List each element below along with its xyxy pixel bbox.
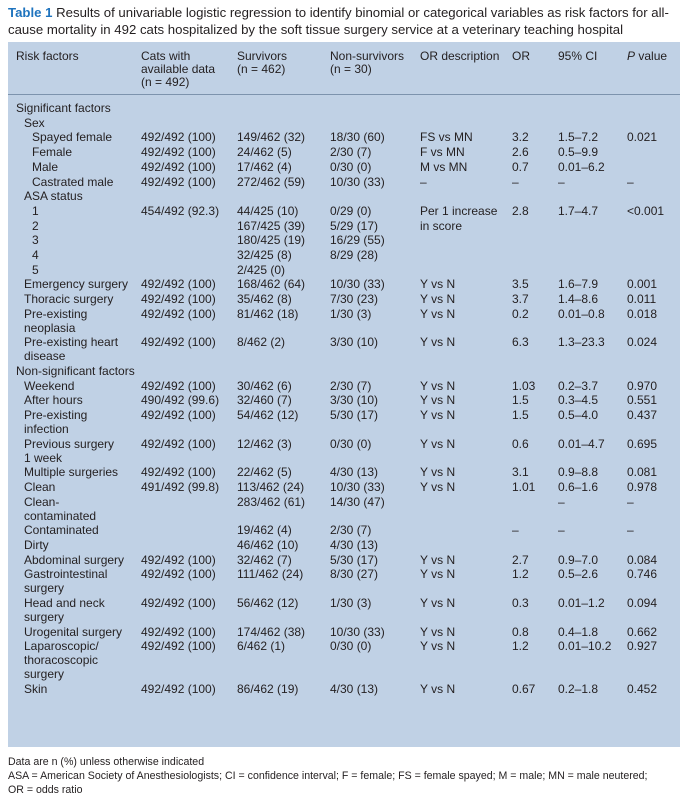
cell-or-description: M vs MN [420, 159, 468, 174]
table-label: Table 1 [8, 5, 53, 20]
cell-cats-available: 492/492 (100) [141, 624, 216, 639]
cell-p-value: – [627, 174, 634, 189]
cell-survivors: 174/462 (38) [237, 624, 306, 639]
table-row [8, 308, 680, 336]
cell-or-description: Y vs N [420, 465, 456, 480]
cell-survivors: 44/425 (10) [237, 203, 299, 218]
cell-p-value: – [627, 523, 634, 538]
cell-or-description: Y vs N [420, 480, 456, 494]
cell-non-survivors: 18/30 (60) [330, 130, 385, 145]
cell-survivors: 17/462 (4) [237, 159, 292, 174]
cell-or-description: Y vs N [420, 393, 456, 408]
cell-ci: 1.7–4.7 [558, 203, 599, 218]
cell-ci: 0.01–1.2 [558, 596, 605, 610]
cell-risk-factor: Pre-existing heart disease [24, 335, 119, 364]
cell-cats-available: 492/492 (100) [141, 130, 216, 145]
cell-risk-factor: Clean [24, 480, 56, 494]
table-row [8, 146, 680, 160]
header-non-survivors: Non-survivors (n = 30) [330, 49, 405, 76]
cell-cats-available: 492/492 (100) [141, 378, 216, 393]
cell-or-description: F vs MN [420, 145, 465, 160]
cell-non-survivors: 3/30 (10) [330, 393, 379, 408]
table-row [8, 481, 680, 495]
cell-survivors: 168/462 (64) [237, 277, 306, 292]
cell-or-description: Per 1 increase [420, 203, 498, 218]
cell-cats-available: 492/492 (100) [141, 681, 216, 696]
cell-risk-factor: Emergency surgery [24, 277, 129, 292]
cell-risk-factor: After hours [24, 393, 83, 408]
cell-or-description: Y vs N [420, 567, 456, 582]
cell-non-survivors: 0/30 (0) [330, 159, 372, 174]
cell-risk-factor: Contaminated [24, 523, 99, 538]
cell-non-survivors: 1/30 (3) [330, 596, 372, 610]
cell-risk-factor: Thoracic surgery [24, 292, 114, 307]
table-row [8, 466, 680, 480]
footnote-data: Data are n (%) unless otherwise indicated [8, 756, 205, 768]
table-row [8, 394, 680, 408]
cell-or-description: Y vs N [420, 681, 456, 696]
table-row [8, 409, 680, 437]
cell-p-value: 0.927 [627, 639, 658, 654]
cell-ci: 0.5–9.9 [558, 145, 599, 160]
cell-or-description: – [420, 174, 427, 189]
header-cats-available: Cats with available data (n = 492) [141, 49, 216, 89]
cell-or: 3.1 [512, 465, 529, 480]
cell-survivors: 35/462 (8) [237, 292, 292, 307]
cell-survivors: 167/425 (39) [237, 218, 306, 233]
cell-ci: 0.5–2.6 [558, 567, 599, 582]
cell-p-value: 0.978 [627, 480, 658, 494]
cell-or: 2.7 [512, 552, 529, 567]
cell-or: 2.8 [512, 203, 529, 218]
cell-cats-available: 492/492 (100) [141, 552, 216, 567]
cell-non-survivors: 4/30 (13) [330, 538, 379, 552]
cell-or-description: FS vs MN [420, 130, 473, 145]
cell-ci: 0.01–10.2 [558, 639, 612, 654]
table-row [8, 336, 680, 364]
cell-non-survivors: 4/30 (13) [330, 465, 379, 480]
cell-non-survivors: 2/30 (7) [330, 378, 372, 393]
cell-risk-factor: Castrated male [32, 174, 114, 189]
cell-cats-available: 492/492 (100) [141, 465, 216, 480]
table-row [8, 161, 680, 175]
cell-p-value: 0.662 [627, 624, 658, 639]
cell-survivors: 46/462 (10) [237, 538, 299, 552]
cell-non-survivors: 5/29 (17) [330, 218, 379, 233]
cell-risk-factor: 4 [32, 248, 39, 262]
cell-survivors: 12/462 (3) [237, 436, 292, 451]
table-row [8, 524, 680, 538]
cell-or: 1.5 [512, 408, 529, 423]
cell-or: 0.8 [512, 624, 529, 639]
cell-cats-available: 492/492 (100) [141, 639, 216, 654]
cell-non-survivors: 7/30 (23) [330, 292, 379, 307]
cell-risk-factor: 2 [32, 218, 39, 233]
cell-risk-factor: 1 [32, 203, 39, 218]
cell-risk-factor: Laparoscopic/ thoracoscopic surgery [24, 639, 99, 682]
cell-non-survivors: 5/30 (17) [330, 552, 379, 567]
cell-survivors: 24/462 (5) [237, 145, 292, 160]
cell-survivors: 22/462 (5) [237, 465, 292, 480]
cell-non-survivors: 0/30 (0) [330, 639, 372, 654]
cell-or-description: in score [420, 218, 463, 233]
cell-ci: 0.6–1.6 [558, 480, 599, 494]
cell-p-value: 0.018 [627, 306, 658, 321]
table-row [8, 496, 680, 524]
cell-or: 3.7 [512, 292, 529, 307]
header-or: OR [512, 49, 530, 63]
cell-risk-factor: Male [32, 159, 59, 174]
cell-risk-factor: Pre-existing neoplasia [24, 306, 88, 335]
cell-or: 0.67 [512, 681, 536, 696]
table-panel [8, 42, 680, 747]
cell-risk-factor: Spayed female [32, 130, 113, 145]
cell-cats-available: 492/492 (100) [141, 567, 216, 582]
cell-non-survivors: 8/29 (28) [330, 248, 379, 262]
cell-cats-available: 491/492 (99.8) [141, 480, 220, 494]
cell-risk-factor: Sex [24, 115, 45, 130]
cell-survivors: 56/462 (12) [237, 596, 299, 610]
cell-non-survivors: 4/30 (13) [330, 681, 379, 696]
cell-or: 3.5 [512, 277, 529, 292]
cell-p-value: 0.746 [627, 567, 658, 582]
cell-survivors: 81/462 (18) [237, 306, 299, 321]
cell-cats-available: 492/492 (100) [141, 292, 216, 307]
cell-or-description: Y vs N [420, 292, 456, 307]
cell-ci: 0.2–3.7 [558, 378, 599, 393]
cell-risk-factor: Non-significant factors [16, 364, 135, 378]
cell-ci: 1.6–7.9 [558, 277, 599, 292]
cell-non-survivors: 1/30 (3) [330, 306, 372, 321]
cell-risk-factor: Multiple surgeries [24, 465, 119, 480]
cell-p-value: 0.695 [627, 436, 658, 451]
table-row [8, 554, 680, 568]
header-or-description: OR description [420, 49, 500, 63]
cell-non-survivors: 16/29 (55) [330, 233, 385, 248]
cell-risk-factor: Abdominal surgery [24, 552, 125, 567]
cell-survivors: 86/462 (19) [237, 681, 299, 696]
table-row [8, 568, 680, 596]
cell-ci: 0.01–6.2 [558, 159, 605, 174]
cell-ci: 0.3–4.5 [558, 393, 599, 408]
table-row [8, 293, 680, 307]
cell-ci: 1.5–7.2 [558, 130, 599, 145]
cell-cats-available: 492/492 (100) [141, 436, 216, 451]
cell-survivors: 149/462 (32) [237, 130, 306, 145]
cell-survivors: 272/462 (59) [237, 174, 306, 189]
cell-or: 1.01 [512, 480, 536, 494]
cell-p-value: 0.021 [627, 130, 658, 145]
cell-survivors: 8/462 (2) [237, 335, 286, 350]
cell-or: 0.2 [512, 306, 529, 321]
cell-p-value: 0.452 [627, 681, 658, 696]
cell-non-survivors: 10/30 (33) [330, 277, 385, 292]
cell-p-value: 0.551 [627, 393, 658, 408]
table-row [8, 539, 680, 553]
cell-ci: – [558, 174, 565, 189]
cell-ci: 0.5–4.0 [558, 408, 599, 423]
table-row [8, 597, 680, 625]
cell-ci: 0.01–4.7 [558, 436, 605, 451]
cell-p-value: 0.001 [627, 277, 658, 292]
cell-cats-available: 492/492 (100) [141, 306, 216, 321]
cell-ci: 1.4–8.6 [558, 292, 599, 307]
cell-ci: – [558, 523, 565, 538]
cell-p-value: 0.084 [627, 552, 658, 567]
table-row [8, 626, 680, 640]
table-row [8, 640, 680, 682]
cell-p-value: <0.001 [627, 203, 665, 218]
cell-survivors: 30/462 (6) [237, 378, 292, 393]
cell-p-value: 0.437 [627, 408, 658, 423]
cell-or: 1.2 [512, 639, 529, 654]
cell-p-value: 0.094 [627, 596, 658, 610]
table-row [8, 131, 680, 145]
cell-or-description: Y vs N [420, 277, 456, 292]
cell-non-survivors: 5/30 (17) [330, 408, 379, 423]
cell-or-description: Y vs N [420, 639, 456, 654]
cell-or-description: Y vs N [420, 408, 456, 423]
header-ci: 95% CI [558, 49, 598, 63]
cell-survivors: 54/462 (12) [237, 408, 299, 423]
cell-p-value: 0.970 [627, 378, 658, 393]
section-header-row [8, 102, 680, 116]
cell-risk-factor: Female [32, 145, 73, 160]
cell-or-description: Y vs N [420, 596, 456, 610]
header-survivors: Survivors (n = 462) [237, 49, 288, 76]
footnote-abbreviations: ASA = American Society of Anesthesiologists; CI = confidence interval; F = female; FS = female spayed; M = male; MN = male neutered; [8, 770, 648, 782]
cell-risk-factor: Pre-existing infection [24, 408, 88, 436]
table-caption [8, 4, 680, 38]
group-header-row [8, 190, 680, 204]
cell-survivors: 180/425 (19) [237, 233, 306, 248]
cell-risk-factor: Skin [24, 681, 48, 696]
table-row [8, 438, 680, 466]
cell-or: – [512, 523, 519, 538]
cell-non-survivors: 2/30 (7) [330, 145, 372, 160]
table-row [8, 278, 680, 292]
cell-p-value: – [627, 494, 634, 509]
cell-risk-factor: Clean- contaminated [24, 494, 97, 523]
cell-ci: 0.9–8.8 [558, 465, 599, 480]
cell-non-survivors: 10/30 (33) [330, 174, 385, 189]
cell-or: 0.7 [512, 159, 529, 174]
cell-or: 6.3 [512, 335, 529, 350]
header-divider [8, 94, 680, 95]
cell-ci: – [558, 494, 565, 509]
cell-or-description: Y vs N [420, 378, 456, 393]
table-row [8, 205, 680, 219]
cell-or: 1.5 [512, 393, 529, 408]
cell-survivors: 6/462 (1) [237, 639, 286, 654]
cell-risk-factor: Previous surgery 1 week [24, 436, 115, 465]
cell-ci: 0.01–0.8 [558, 306, 605, 321]
cell-survivors: 113/462 (24) [237, 480, 305, 494]
cell-or: – [512, 174, 519, 189]
cell-risk-factor: Gastrointestinal surgery [24, 567, 108, 596]
cell-cats-available: 492/492 (100) [141, 159, 216, 174]
cell-non-survivors: 8/30 (27) [330, 567, 379, 582]
cell-risk-factor: Weekend [24, 378, 75, 393]
cell-or-description: Y vs N [420, 335, 456, 350]
header-risk-factors: Risk factors [16, 49, 79, 63]
table-row [8, 249, 680, 263]
cell-p-value: 0.024 [627, 335, 658, 350]
table-row [8, 234, 680, 248]
cell-survivors: 32/462 (7) [237, 552, 292, 567]
cell-non-survivors: 2/30 (7) [330, 523, 372, 538]
cell-non-survivors: 0/29 (0) [330, 203, 372, 218]
cell-or: 0.6 [512, 436, 529, 451]
table-row [8, 220, 680, 234]
cell-or: 3.2 [512, 130, 529, 145]
cell-cats-available: 492/492 (100) [141, 277, 216, 292]
cell-cats-available: 490/492 (99.6) [141, 393, 220, 408]
cell-non-survivors: 10/30 (33) [330, 480, 385, 494]
cell-risk-factor: Significant factors [16, 101, 111, 115]
cell-non-survivors: 3/30 (10) [330, 335, 379, 350]
cell-survivors: 2/425 (0) [237, 262, 286, 277]
group-header-row [8, 117, 680, 131]
cell-survivors: 19/462 (4) [237, 523, 292, 538]
cell-cats-available: 454/492 (92.3) [141, 203, 220, 218]
cell-cats-available: 492/492 (100) [141, 408, 216, 423]
table-title: Results of univariable logistic regression to identify binomial or categorical variables as risk factors for all-cause mortality in 492 cats hospitalized by the soft tissue surgery service at a veterinary teaching hospital [8, 5, 669, 37]
cell-or: 2.6 [512, 145, 529, 160]
cell-risk-factor: Head and neck surgery [24, 596, 105, 624]
table-row [8, 380, 680, 394]
table-header-row [8, 50, 680, 98]
cell-or-description: Y vs N [420, 624, 456, 639]
cell-non-survivors: 0/30 (0) [330, 436, 372, 451]
table-row [8, 264, 680, 278]
cell-or-description: Y vs N [420, 436, 456, 451]
footnote-or: OR = odds ratio [8, 784, 83, 796]
header-p-value: P value [627, 49, 668, 63]
cell-ci: 0.9–7.0 [558, 552, 599, 567]
cell-risk-factor: 3 [32, 233, 39, 248]
cell-survivors: 283/462 (61) [237, 494, 306, 509]
cell-risk-factor: Dirty [24, 538, 49, 552]
cell-cats-available: 492/492 (100) [141, 596, 216, 610]
table-row [8, 683, 680, 697]
cell-p-value: 0.011 [627, 292, 657, 307]
cell-survivors: 32/460 (7) [237, 393, 292, 408]
cell-survivors: 111/462 (24) [237, 567, 304, 582]
cell-ci: 0.4–1.8 [558, 624, 599, 639]
cell-risk-factor: ASA status [24, 189, 83, 204]
cell-risk-factor: 5 [32, 262, 39, 277]
cell-or-description: Y vs N [420, 552, 456, 567]
cell-ci: 0.2–1.8 [558, 681, 599, 696]
cell-ci: 1.3–23.3 [558, 335, 605, 350]
cell-survivors: 32/425 (8) [237, 248, 292, 262]
table-row [8, 176, 680, 190]
cell-or-description: Y vs N [420, 306, 456, 321]
cell-or: 0.3 [512, 596, 529, 610]
cell-cats-available: 492/492 (100) [141, 145, 216, 160]
cell-or: 1.03 [512, 378, 536, 393]
cell-or: 1.2 [512, 567, 529, 582]
cell-p-value: 0.081 [627, 465, 658, 480]
section-header-row [8, 365, 680, 379]
cell-cats-available: 492/492 (100) [141, 335, 216, 350]
cell-risk-factor: Urogenital surgery [24, 624, 123, 639]
cell-non-survivors: 14/30 (47) [330, 494, 385, 509]
cell-non-survivors: 10/30 (33) [330, 624, 385, 639]
cell-cats-available: 492/492 (100) [141, 174, 216, 189]
